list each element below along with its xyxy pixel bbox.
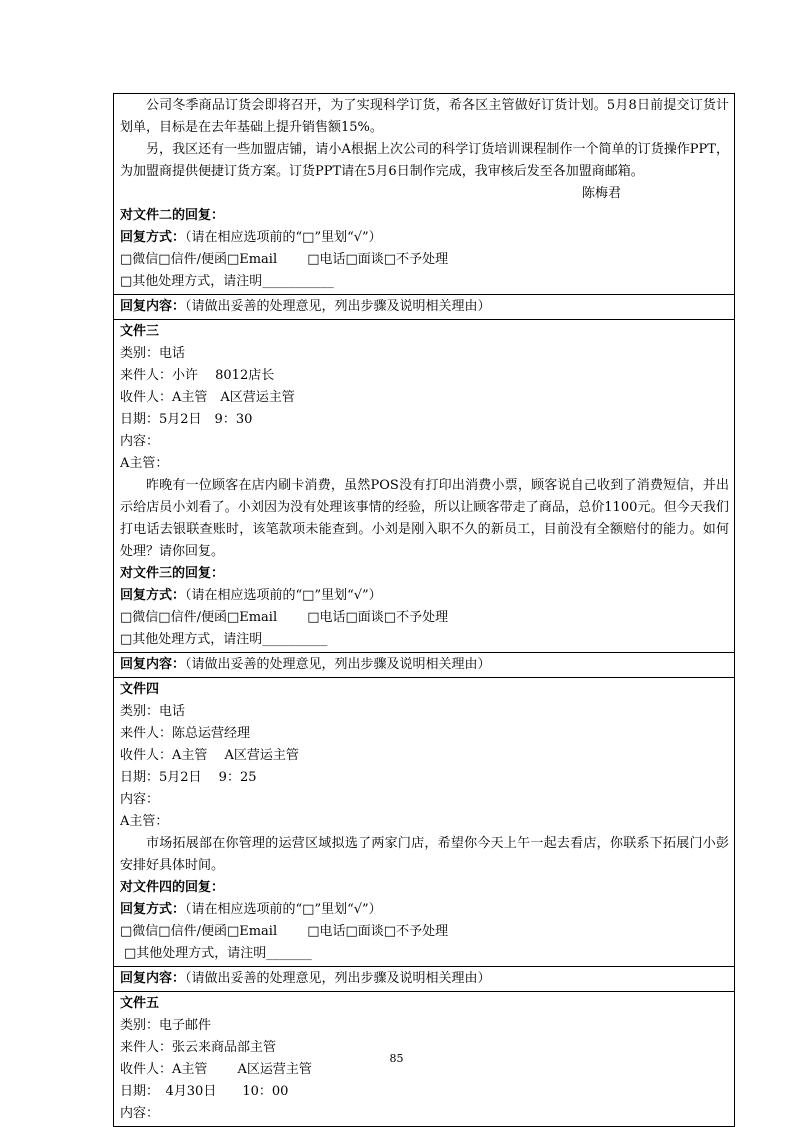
- doc4-reply-title: 对文件四的回复：: [120, 880, 225, 895]
- doc2-reply-content-hint: （请做出妥善的处理意见，列出步骤及说明相关理由）: [185, 299, 491, 314]
- doc5-category: 类别：电子邮件: [120, 1018, 212, 1033]
- doc4-title: 文件四: [120, 682, 160, 697]
- doc3-date: 日期：5月2日 9：30: [120, 412, 253, 427]
- doc3-reply-method-label: 回复方式：: [120, 588, 186, 603]
- doc4-other-line[interactable]: □其他处理方式，请注明_______: [124, 946, 312, 961]
- doc2-reply-method: [120, 227, 729, 249]
- doc3-reply-title: 对文件三的回复：: [120, 566, 225, 581]
- doc4-receiver: 收件人：A主管 A区营运主管: [120, 748, 299, 763]
- doc4-sender: 来件人：陈总运营经理: [120, 726, 251, 741]
- doc2-reply-method-hint: （请在相应选项前的“□”里划“√”）: [185, 230, 382, 245]
- doc5-content-label: 内容：: [120, 1106, 160, 1121]
- doc3-category: 类别：电话: [120, 346, 186, 361]
- doc4-reply-content-hint: （请做出妥善的处理意见，列出步骤及说明相关理由）: [185, 971, 491, 986]
- doc4-reply-content: [120, 968, 729, 990]
- doc4-reply-content-label: 回复内容：: [120, 971, 186, 986]
- document-table: [113, 93, 735, 1127]
- doc4-cell: [114, 678, 734, 967]
- doc2-reply-method-label: 回复方式：: [120, 230, 186, 245]
- doc3-content-label: 内容：: [120, 434, 160, 449]
- doc4-category: 类别：电话: [120, 704, 186, 719]
- doc2-reply-content-label: 回复内容：: [120, 299, 186, 314]
- doc4-reply-method-hint: （请在相应选项前的“□”里划“√”）: [185, 902, 382, 917]
- doc4-date: 日期：5月2日 9：25: [120, 770, 257, 785]
- doc4-body: 市场拓展部在你管理的运营区域拟选了两家门店，希望你今天上午一起去看店，你联系下拓展门小彭安排好具体时间。: [120, 836, 729, 873]
- doc3-reply-content-label: 回复内容：: [120, 657, 186, 672]
- doc3-title: 文件三: [120, 324, 160, 339]
- doc3-receiver: 收件人：A主管 A区营运主管: [120, 390, 295, 405]
- doc3-sender: 来件人：小许 8012店长: [120, 368, 275, 383]
- doc3-reply-content-cell: [114, 653, 734, 678]
- doc5-receiver: 收件人：A主管 A区运营主管: [120, 1062, 312, 1077]
- doc4-reply-content-cell: [114, 967, 734, 992]
- doc2-options-line[interactable]: □微信□信件/便函□Email □电话□面谈□不予处理: [120, 252, 449, 267]
- doc3-cell: [114, 320, 734, 653]
- doc2-content-cell: [114, 94, 734, 295]
- doc2-signature: 陈梅君: [581, 186, 621, 201]
- doc4-content-label: 内容：: [120, 792, 160, 807]
- doc2-other-line[interactable]: □其他处理方式，请注明___________: [120, 274, 334, 289]
- doc3-reply-method-hint: （请在相应选项前的“□”里划“√”）: [185, 588, 382, 603]
- doc3-reply-content-hint: （请做出妥善的处理意见，列出步骤及说明相关理由）: [185, 657, 491, 672]
- doc3-body: 昨晚有一位顾客在店内刷卡消费，虽然POS没有打印出消费小票，顾客说自己收到了消费短信，并出示给店员小刘看了。小刘因为没有处理该事情的经验，所以让顾客带走了商品，总价1100元。但今天我们打电话去银联查账时，该笔款项未能查到。小刘是刚入职不久的新员工，目前没有全额赔付的能力。如何处理？请你回复。: [120, 478, 729, 559]
- doc2-reply-content: [120, 296, 729, 318]
- doc5-date: 日期： 4月30日 10：00: [120, 1084, 289, 1099]
- doc2-reply-content-cell: [114, 295, 734, 320]
- doc3-reply-method: [120, 585, 729, 607]
- doc5-title: 文件五: [120, 996, 160, 1011]
- doc3-other-line[interactable]: □其他处理方式，请注明__________: [120, 632, 328, 647]
- doc4-reply-method: [120, 899, 729, 921]
- doc5-sender: 来件人：张云来商品部主管: [120, 1040, 277, 1055]
- doc3-options-line[interactable]: □微信□信件/便函□Email □电话□面谈□不予处理: [120, 610, 449, 625]
- doc4-greeting: A主管：: [120, 814, 169, 829]
- page-number: 85: [389, 1052, 404, 1065]
- doc2-paragraph-1: 公司冬季商品订货会即将召开，为了实现科学订货，希各区主管做好订货计划。5月8日前提交订货计划单，目标是在去年基础上提升销售额15%。: [120, 98, 729, 135]
- doc4-reply-method-label: 回复方式：: [120, 902, 186, 917]
- doc2-paragraph-2: 另，我区还有一些加盟店铺，请小A根据上次公司的科学订货培训课程制作一个简单的订货操作PPT，为加盟商提供便捷订货方案。订货PPT请在5月6日制作完成，我审核后发至各加盟商邮箱。: [120, 142, 729, 179]
- doc3-reply-content: [120, 654, 729, 676]
- doc2-reply-title: 对文件二的回复：: [120, 208, 225, 223]
- doc3-greeting: A主管：: [120, 456, 169, 471]
- doc4-options-line[interactable]: □微信□信件/便函□Email □电话□面谈□不予处理: [120, 924, 449, 939]
